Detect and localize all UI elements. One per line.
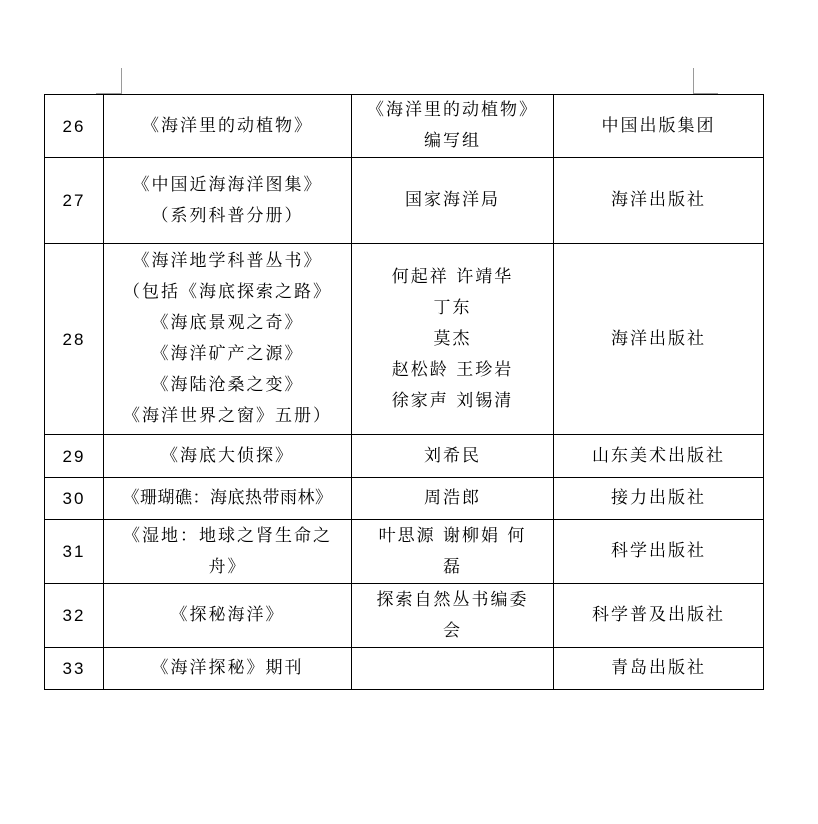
row-number: 27 [45, 158, 104, 244]
book-title-line: 《探秘海洋》 [170, 605, 285, 625]
book-title-line: 《海洋地学科普丛书》 [132, 251, 323, 271]
book-author-line: 探索自然丛书编委 [376, 589, 529, 610]
table-row [45, 478, 764, 520]
book-author [352, 478, 554, 520]
book-author-line: 何起祥 许靖华 [391, 266, 514, 287]
book-title-line: 《海洋里的动植物》 [142, 115, 313, 136]
book-title-line: 《海洋世界之窗》五册） [123, 406, 332, 426]
book-title [104, 478, 352, 520]
book-publisher: 中国出版集团 [554, 95, 764, 158]
book-publisher: 海洋出版社 [554, 244, 764, 435]
row-number: 30 [45, 478, 104, 520]
row-number: 33 [45, 648, 104, 690]
book-author-line: 叶思源 谢柳娟 何 [378, 525, 527, 546]
book-title [104, 95, 352, 158]
book-author-line: 丁东 [433, 297, 472, 318]
book-publisher: 科学出版社 [554, 520, 764, 584]
table-row [45, 520, 764, 584]
row-number: 26 [45, 95, 104, 158]
book-author-line: 国家海洋局 [405, 190, 500, 210]
page-corner-mark-left [121, 68, 122, 94]
book-author-line: 周浩郎 [424, 488, 481, 508]
book-author [352, 158, 554, 244]
table-row [45, 435, 764, 478]
table-row [45, 648, 764, 690]
book-title [104, 584, 352, 648]
book-author [352, 435, 554, 478]
book-author [352, 244, 554, 435]
row-number: 32 [45, 584, 104, 648]
book-title [104, 648, 352, 690]
book-author [352, 95, 554, 158]
book-title-line: （包括《海底探索之路》 [123, 282, 332, 302]
book-title-line: 《海底大侦探》 [161, 445, 294, 466]
book-author-line: 赵松龄 王珍岩 [391, 359, 514, 380]
book-title [104, 520, 352, 584]
table-row [45, 584, 764, 648]
table-row [45, 158, 764, 244]
book-title-line: 《海洋探秘》期刊 [151, 658, 304, 678]
page-corner-mark-right [693, 68, 694, 94]
book-title [104, 158, 352, 244]
book-title-line: 《珊瑚礁：海底热带雨林》 [122, 488, 333, 508]
book-author [352, 584, 554, 648]
book-title [104, 435, 352, 478]
book-author [352, 648, 554, 690]
book-author-line: 《海洋里的动植物》 [367, 100, 538, 120]
book-author-line: 莫杰 [433, 328, 472, 349]
book-title-line: 舟》 [208, 556, 247, 577]
book-publisher: 海洋出版社 [554, 158, 764, 244]
book-title-line: （系列科普分册） [151, 205, 304, 226]
book-title [104, 244, 352, 435]
book-title-line: 《中国近海海洋图集》 [132, 174, 323, 195]
book-publisher: 山东美术出版社 [554, 435, 764, 478]
book-title-line: 《海陆沧桑之变》 [151, 375, 304, 395]
book-publisher: 青岛出版社 [554, 648, 764, 690]
book-title-line: 《海底景观之奇》 [151, 313, 304, 333]
table-row [45, 244, 764, 435]
book-author [352, 520, 554, 584]
book-author-line: 磊 [443, 556, 462, 577]
book-author-line: 徐家声 刘锡清 [391, 390, 514, 411]
row-number: 28 [45, 244, 104, 435]
row-number: 29 [45, 435, 104, 478]
book-list-table [44, 94, 764, 690]
book-title-line: 《湿地：地球之肾生命之 [123, 525, 332, 546]
book-title-line: 《海洋矿产之源》 [151, 344, 304, 364]
table-row [45, 95, 764, 158]
book-author-line: 会 [443, 620, 462, 641]
book-author-line: 刘希民 [424, 445, 481, 466]
row-number: 31 [45, 520, 104, 584]
book-publisher: 科学普及出版社 [554, 584, 764, 648]
book-publisher: 接力出版社 [554, 478, 764, 520]
book-author-line: 编写组 [424, 131, 481, 151]
